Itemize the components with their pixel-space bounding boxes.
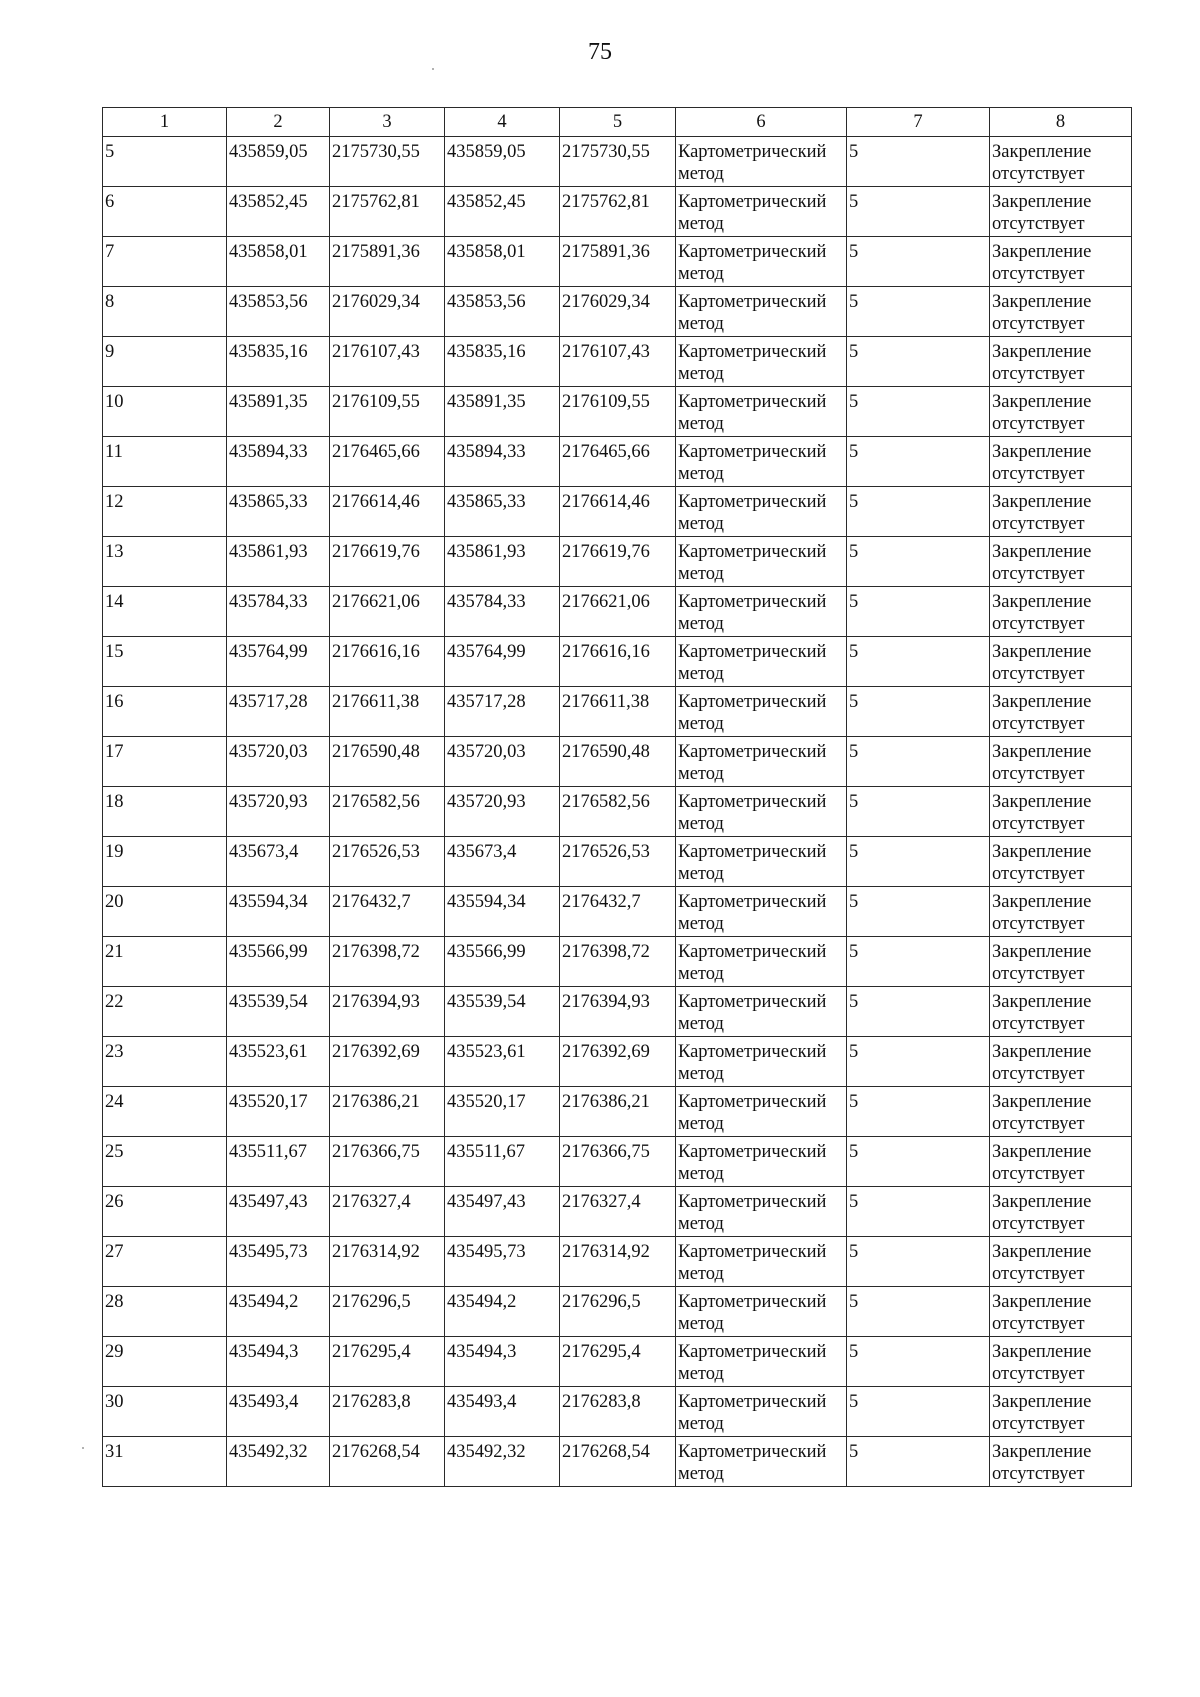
cell-y-new: 2176590,48 <box>560 737 676 787</box>
cell-fixing: Закрепление отсутствует <box>990 687 1132 737</box>
cell-y-new: 2176582,56 <box>560 787 676 837</box>
cell-y-new: 2176107,43 <box>560 337 676 387</box>
cell-method: Картометрический метод <box>676 1037 847 1087</box>
cell-x-new: 435493,4 <box>445 1387 560 1437</box>
coordinates-table <box>102 107 1132 1487</box>
cell-fixing: Закрепление отсутствует <box>990 537 1132 587</box>
header-cell-col-6: 6 <box>676 108 847 137</box>
cell-x-old: 435523,61 <box>227 1037 330 1087</box>
cell-x-old: 435720,93 <box>227 787 330 837</box>
table-row <box>103 837 1132 887</box>
cell-method: Картометрический метод <box>676 1237 847 1287</box>
cell-fixing: Закрепление отсутствует <box>990 737 1132 787</box>
cell-y-old: 2176392,69 <box>330 1037 445 1087</box>
cell-point-number: 29 <box>103 1337 227 1387</box>
cell-y-new: 2176029,34 <box>560 287 676 337</box>
cell-y-new: 2176432,7 <box>560 887 676 937</box>
cell-y-new: 2176398,72 <box>560 937 676 987</box>
cell-y-new: 2176619,76 <box>560 537 676 587</box>
table-row <box>103 937 1132 987</box>
table-row <box>103 1137 1132 1187</box>
table-row <box>103 1037 1132 1087</box>
cell-point-number: 25 <box>103 1137 227 1187</box>
cell-accuracy: 5 <box>847 987 990 1037</box>
cell-point-number: 26 <box>103 1187 227 1237</box>
cell-x-old: 435835,16 <box>227 337 330 387</box>
cell-y-old: 2176366,75 <box>330 1137 445 1187</box>
cell-x-old: 435511,67 <box>227 1137 330 1187</box>
cell-y-new: 2176283,8 <box>560 1387 676 1437</box>
header-cell-col-1: 1 <box>103 108 227 137</box>
table-row <box>103 387 1132 437</box>
cell-fixing: Закрепление отсутствует <box>990 1287 1132 1337</box>
cell-point-number: 5 <box>103 137 227 187</box>
table-row <box>103 637 1132 687</box>
cell-point-number: 13 <box>103 537 227 587</box>
cell-point-number: 23 <box>103 1037 227 1087</box>
cell-x-new: 435495,73 <box>445 1237 560 1287</box>
cell-x-new: 435497,43 <box>445 1187 560 1237</box>
cell-method: Картометрический метод <box>676 837 847 887</box>
cell-x-new: 435720,03 <box>445 737 560 787</box>
cell-accuracy: 5 <box>847 1087 990 1137</box>
header-cell-col-2: 2 <box>227 108 330 137</box>
cell-point-number: 22 <box>103 987 227 1037</box>
cell-y-new: 2176611,38 <box>560 687 676 737</box>
cell-point-number: 20 <box>103 887 227 937</box>
cell-method: Картометрический метод <box>676 1337 847 1387</box>
table-row <box>103 687 1132 737</box>
table-row <box>103 1087 1132 1137</box>
cell-x-new: 435720,93 <box>445 787 560 837</box>
header-cell-col-5: 5 <box>560 108 676 137</box>
page-number: 75 <box>588 39 612 65</box>
cell-accuracy: 5 <box>847 1437 990 1487</box>
cell-accuracy: 5 <box>847 937 990 987</box>
cell-y-new: 2176109,55 <box>560 387 676 437</box>
cell-x-new: 435717,28 <box>445 687 560 737</box>
cell-fixing: Закрепление отсутствует <box>990 387 1132 437</box>
cell-fixing: Закрепление отсутствует <box>990 1137 1132 1187</box>
cell-y-new: 2176327,4 <box>560 1187 676 1237</box>
header-cell-col-8: 8 <box>990 108 1132 137</box>
cell-x-old: 435764,99 <box>227 637 330 687</box>
cell-method: Картометрический метод <box>676 437 847 487</box>
cell-method: Картометрический метод <box>676 787 847 837</box>
cell-x-new: 435894,33 <box>445 437 560 487</box>
table-row <box>103 487 1132 537</box>
cell-x-new: 435566,99 <box>445 937 560 987</box>
cell-fixing: Закрепление отсутствует <box>990 887 1132 937</box>
cell-fixing: Закрепление отсутствует <box>990 337 1132 387</box>
cell-x-old: 435720,03 <box>227 737 330 787</box>
cell-method: Картометрический метод <box>676 387 847 437</box>
cell-method: Картометрический метод <box>676 487 847 537</box>
table-row <box>103 437 1132 487</box>
header-cell-col-3: 3 <box>330 108 445 137</box>
cell-accuracy: 5 <box>847 1037 990 1087</box>
cell-point-number: 30 <box>103 1387 227 1437</box>
cell-y-new: 2176296,5 <box>560 1287 676 1337</box>
cell-fixing: Закрепление отсутствует <box>990 137 1132 187</box>
header-cell-col-7: 7 <box>847 108 990 137</box>
cell-point-number: 11 <box>103 437 227 487</box>
table-header-row <box>103 108 1132 137</box>
cell-x-old: 435853,56 <box>227 287 330 337</box>
cell-x-old: 435494,2 <box>227 1287 330 1337</box>
cell-y-old: 2176268,54 <box>330 1437 445 1487</box>
cell-y-new: 2176614,46 <box>560 487 676 537</box>
cell-y-old: 2176296,5 <box>330 1287 445 1337</box>
cell-point-number: 19 <box>103 837 227 887</box>
cell-x-new: 435494,3 <box>445 1337 560 1387</box>
cell-y-old: 2176616,16 <box>330 637 445 687</box>
cell-accuracy: 5 <box>847 487 990 537</box>
cell-x-old: 435894,33 <box>227 437 330 487</box>
cell-fixing: Закрепление отсутствует <box>990 487 1132 537</box>
cell-fixing: Закрепление отсутствует <box>990 1337 1132 1387</box>
cell-y-new: 2176295,4 <box>560 1337 676 1387</box>
cell-y-old: 2176590,48 <box>330 737 445 787</box>
cell-x-new: 435853,56 <box>445 287 560 337</box>
cell-point-number: 9 <box>103 337 227 387</box>
cell-method: Картометрический метод <box>676 887 847 937</box>
cell-method: Картометрический метод <box>676 1387 847 1437</box>
cell-y-old: 2176283,8 <box>330 1387 445 1437</box>
table-row <box>103 1437 1132 1487</box>
table-row <box>103 737 1132 787</box>
cell-accuracy: 5 <box>847 537 990 587</box>
cell-x-old: 435859,05 <box>227 137 330 187</box>
cell-accuracy: 5 <box>847 687 990 737</box>
cell-point-number: 16 <box>103 687 227 737</box>
cell-fixing: Закрепление отсутствует <box>990 237 1132 287</box>
cell-y-old: 2176314,92 <box>330 1237 445 1287</box>
cell-method: Картометрический метод <box>676 337 847 387</box>
cell-point-number: 31 <box>103 1437 227 1487</box>
cell-accuracy: 5 <box>847 737 990 787</box>
table-row <box>103 1287 1132 1337</box>
cell-point-number: 15 <box>103 637 227 687</box>
cell-y-old: 2176386,21 <box>330 1087 445 1137</box>
header-cell-col-4: 4 <box>445 108 560 137</box>
cell-x-old: 435497,43 <box>227 1187 330 1237</box>
cell-accuracy: 5 <box>847 187 990 237</box>
cell-y-new: 2175891,36 <box>560 237 676 287</box>
cell-y-old: 2176327,4 <box>330 1187 445 1237</box>
cell-x-new: 435764,99 <box>445 637 560 687</box>
cell-y-old: 2176109,55 <box>330 387 445 437</box>
cell-method: Картометрический метод <box>676 587 847 637</box>
scan-speck <box>432 68 434 70</box>
cell-point-number: 6 <box>103 187 227 237</box>
cell-point-number: 28 <box>103 1287 227 1337</box>
cell-x-old: 435852,45 <box>227 187 330 237</box>
cell-point-number: 7 <box>103 237 227 287</box>
cell-x-old: 435594,34 <box>227 887 330 937</box>
cell-y-old: 2176614,46 <box>330 487 445 537</box>
scan-speck <box>82 1447 84 1449</box>
cell-x-new: 435891,35 <box>445 387 560 437</box>
cell-point-number: 24 <box>103 1087 227 1137</box>
cell-y-old: 2176611,38 <box>330 687 445 737</box>
cell-fixing: Закрепление отсутствует <box>990 1087 1132 1137</box>
cell-method: Картометрический метод <box>676 537 847 587</box>
cell-accuracy: 5 <box>847 1137 990 1187</box>
cell-method: Картометрический метод <box>676 687 847 737</box>
cell-y-old: 2176582,56 <box>330 787 445 837</box>
cell-x-old: 435673,4 <box>227 837 330 887</box>
cell-fixing: Закрепление отсутствует <box>990 637 1132 687</box>
cell-y-old: 2175891,36 <box>330 237 445 287</box>
cell-y-new: 2175730,55 <box>560 137 676 187</box>
cell-method: Картометрический метод <box>676 937 847 987</box>
cell-accuracy: 5 <box>847 1387 990 1437</box>
cell-accuracy: 5 <box>847 237 990 287</box>
cell-y-old: 2176398,72 <box>330 937 445 987</box>
cell-x-old: 435865,33 <box>227 487 330 537</box>
cell-fixing: Закрепление отсутствует <box>990 787 1132 837</box>
table-row <box>103 1387 1132 1437</box>
cell-method: Картометрический метод <box>676 1137 847 1187</box>
cell-y-old: 2176526,53 <box>330 837 445 887</box>
table-row <box>103 987 1132 1037</box>
cell-accuracy: 5 <box>847 287 990 337</box>
cell-accuracy: 5 <box>847 837 990 887</box>
cell-x-new: 435835,16 <box>445 337 560 387</box>
cell-x-old: 435861,93 <box>227 537 330 587</box>
cell-method: Картометрический метод <box>676 987 847 1037</box>
cell-method: Картометрический метод <box>676 637 847 687</box>
cell-fixing: Закрепление отсутствует <box>990 837 1132 887</box>
cell-y-new: 2176392,69 <box>560 1037 676 1087</box>
cell-point-number: 18 <box>103 787 227 837</box>
cell-y-new: 2176366,75 <box>560 1137 676 1187</box>
cell-x-old: 435493,4 <box>227 1387 330 1437</box>
cell-method: Картометрический метод <box>676 287 847 337</box>
cell-method: Картометрический метод <box>676 1287 847 1337</box>
cell-fixing: Закрепление отсутствует <box>990 1437 1132 1487</box>
cell-y-new: 2175762,81 <box>560 187 676 237</box>
cell-x-new: 435539,54 <box>445 987 560 1037</box>
cell-fixing: Закрепление отсутствует <box>990 937 1132 987</box>
table-row <box>103 1337 1132 1387</box>
table-row <box>103 287 1132 337</box>
cell-point-number: 10 <box>103 387 227 437</box>
cell-fixing: Закрепление отсутствует <box>990 1037 1132 1087</box>
cell-x-old: 435494,3 <box>227 1337 330 1387</box>
cell-x-old: 435717,28 <box>227 687 330 737</box>
cell-point-number: 21 <box>103 937 227 987</box>
cell-x-new: 435523,61 <box>445 1037 560 1087</box>
cell-fixing: Закрепление отсутствует <box>990 987 1132 1037</box>
cell-y-new: 2176526,53 <box>560 837 676 887</box>
cell-x-new: 435511,67 <box>445 1137 560 1187</box>
cell-accuracy: 5 <box>847 1237 990 1287</box>
cell-accuracy: 5 <box>847 437 990 487</box>
cell-y-old: 2176432,7 <box>330 887 445 937</box>
table-row <box>103 237 1132 287</box>
cell-y-old: 2176295,4 <box>330 1337 445 1387</box>
cell-x-new: 435492,32 <box>445 1437 560 1487</box>
cell-x-old: 435492,32 <box>227 1437 330 1487</box>
cell-fixing: Закрепление отсутствует <box>990 1187 1132 1237</box>
cell-method: Картометрический метод <box>676 137 847 187</box>
cell-fixing: Закрепление отсутствует <box>990 287 1132 337</box>
cell-fixing: Закрепление отсутствует <box>990 187 1132 237</box>
cell-x-new: 435494,2 <box>445 1287 560 1337</box>
table-row <box>103 537 1132 587</box>
cell-x-new: 435673,4 <box>445 837 560 887</box>
cell-y-old: 2176619,76 <box>330 537 445 587</box>
table-row <box>103 337 1132 387</box>
cell-method: Картометрический метод <box>676 1187 847 1237</box>
cell-x-old: 435495,73 <box>227 1237 330 1287</box>
cell-point-number: 14 <box>103 587 227 637</box>
cell-accuracy: 5 <box>847 637 990 687</box>
cell-fixing: Закрепление отсутствует <box>990 437 1132 487</box>
cell-y-old: 2176465,66 <box>330 437 445 487</box>
cell-fixing: Закрепление отсутствует <box>990 1237 1132 1287</box>
cell-method: Картометрический метод <box>676 737 847 787</box>
cell-x-new: 435520,17 <box>445 1087 560 1137</box>
cell-point-number: 27 <box>103 1237 227 1287</box>
cell-accuracy: 5 <box>847 137 990 187</box>
cell-method: Картометрический метод <box>676 187 847 237</box>
cell-y-new: 2176465,66 <box>560 437 676 487</box>
cell-x-old: 435784,33 <box>227 587 330 637</box>
table-row <box>103 587 1132 637</box>
table-body <box>103 108 1132 1487</box>
table-row <box>103 887 1132 937</box>
cell-x-new: 435852,45 <box>445 187 560 237</box>
cell-x-new: 435858,01 <box>445 237 560 287</box>
cell-point-number: 17 <box>103 737 227 787</box>
table-row <box>103 1237 1132 1287</box>
cell-y-new: 2176621,06 <box>560 587 676 637</box>
cell-y-old: 2176107,43 <box>330 337 445 387</box>
cell-x-new: 435861,93 <box>445 537 560 587</box>
cell-x-old: 435858,01 <box>227 237 330 287</box>
cell-accuracy: 5 <box>847 1337 990 1387</box>
cell-y-new: 2176314,92 <box>560 1237 676 1287</box>
cell-y-old: 2176621,06 <box>330 587 445 637</box>
table-row <box>103 137 1132 187</box>
cell-accuracy: 5 <box>847 387 990 437</box>
cell-y-new: 2176386,21 <box>560 1087 676 1137</box>
cell-method: Картометрический метод <box>676 237 847 287</box>
cell-point-number: 8 <box>103 287 227 337</box>
cell-y-new: 2176394,93 <box>560 987 676 1037</box>
cell-y-old: 2176394,93 <box>330 987 445 1037</box>
cell-accuracy: 5 <box>847 337 990 387</box>
cell-method: Картометрический метод <box>676 1087 847 1137</box>
cell-accuracy: 5 <box>847 787 990 837</box>
cell-x-new: 435594,34 <box>445 887 560 937</box>
table-row <box>103 1187 1132 1237</box>
cell-fixing: Закрепление отсутствует <box>990 587 1132 637</box>
cell-x-old: 435891,35 <box>227 387 330 437</box>
table-row <box>103 787 1132 837</box>
cell-accuracy: 5 <box>847 1187 990 1237</box>
cell-y-new: 2176616,16 <box>560 637 676 687</box>
cell-y-new: 2176268,54 <box>560 1437 676 1487</box>
table-row <box>103 187 1132 237</box>
cell-x-new: 435859,05 <box>445 137 560 187</box>
cell-x-old: 435520,17 <box>227 1087 330 1137</box>
cell-x-old: 435566,99 <box>227 937 330 987</box>
cell-method: Картометрический метод <box>676 1437 847 1487</box>
cell-y-old: 2176029,34 <box>330 287 445 337</box>
cell-accuracy: 5 <box>847 587 990 637</box>
cell-point-number: 12 <box>103 487 227 537</box>
cell-y-old: 2175730,55 <box>330 137 445 187</box>
cell-accuracy: 5 <box>847 887 990 937</box>
cell-accuracy: 5 <box>847 1287 990 1337</box>
cell-x-new: 435784,33 <box>445 587 560 637</box>
cell-fixing: Закрепление отсутствует <box>990 1387 1132 1437</box>
cell-y-old: 2175762,81 <box>330 187 445 237</box>
cell-x-old: 435539,54 <box>227 987 330 1037</box>
cell-x-new: 435865,33 <box>445 487 560 537</box>
